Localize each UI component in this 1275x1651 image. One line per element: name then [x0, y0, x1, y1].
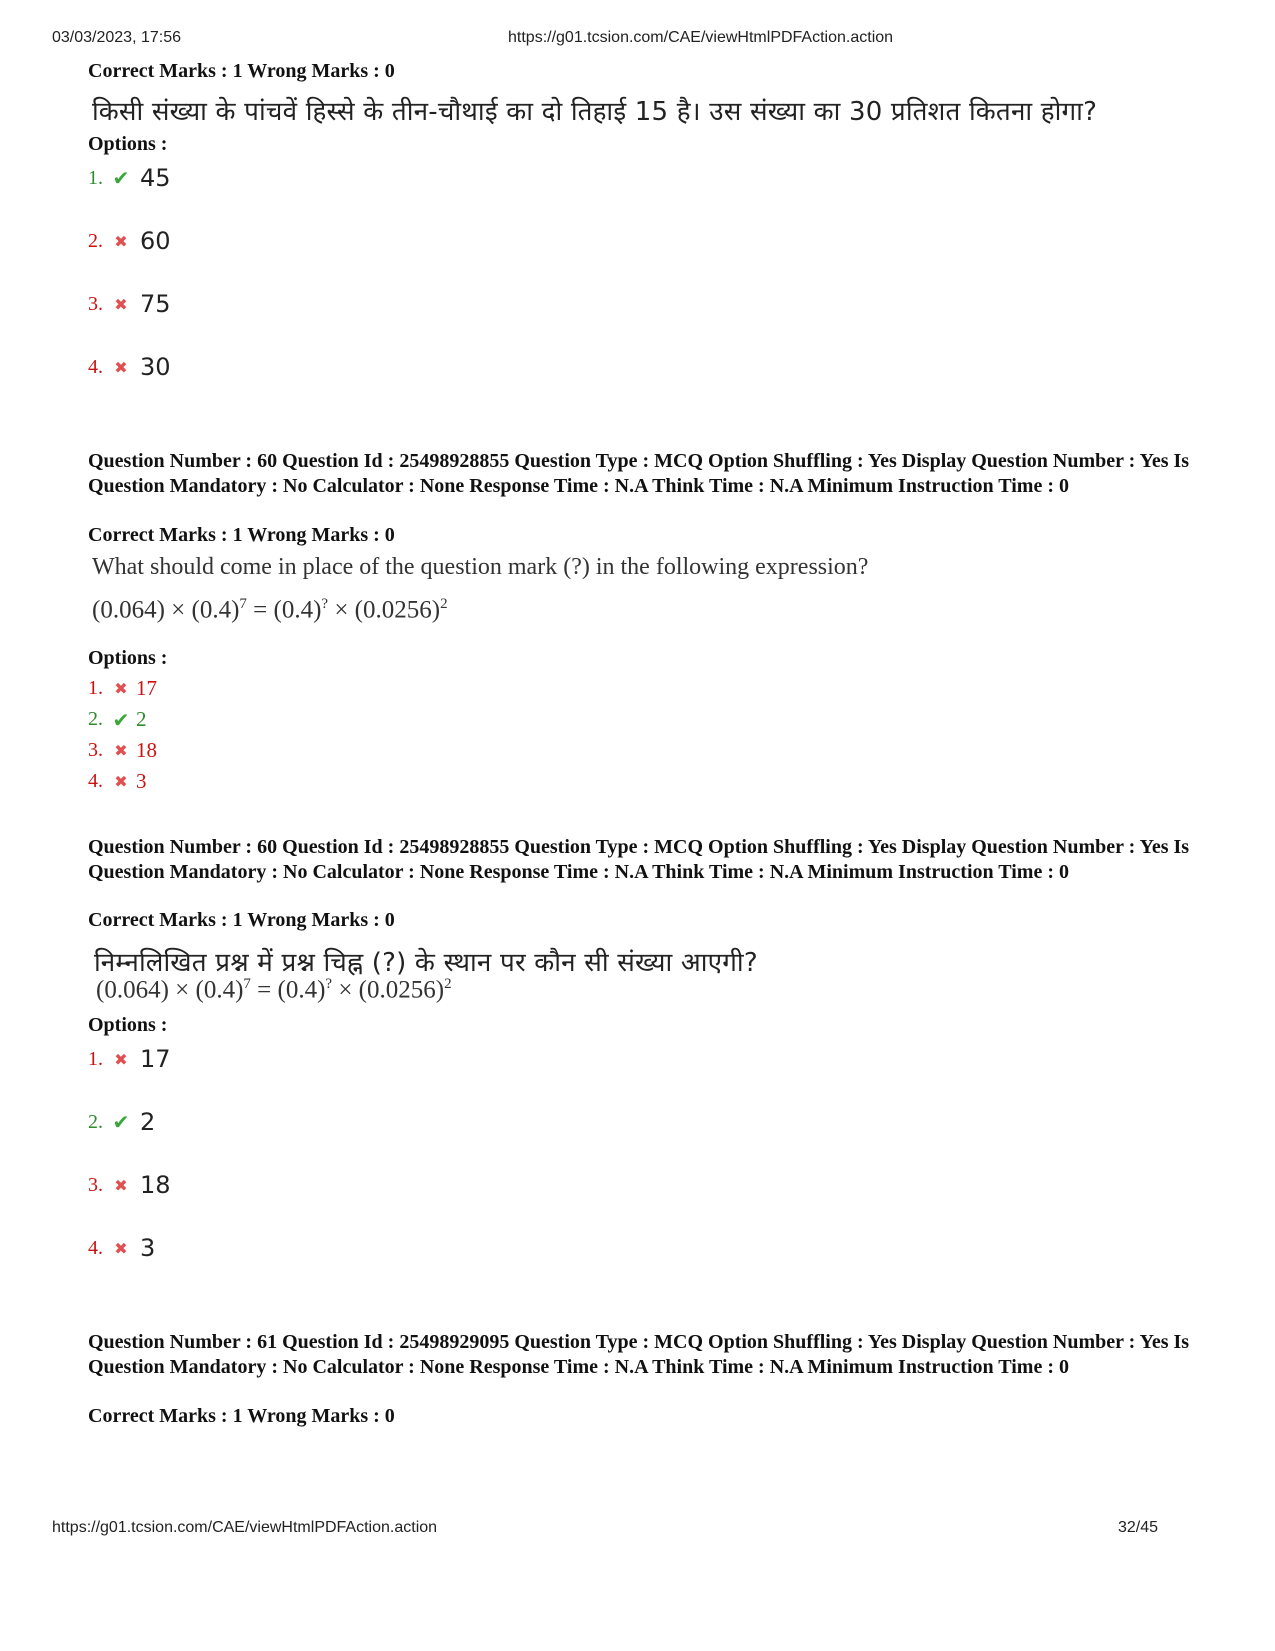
options-label: Options : [88, 1014, 168, 1036]
check-icon: ✔ [112, 1110, 130, 1134]
option-number: 4. [88, 355, 103, 378]
option-3 [88, 1171, 171, 1199]
cross-icon: ✖ [114, 231, 128, 251]
cross-icon: ✖ [114, 1049, 128, 1069]
option-number: 3. [88, 1173, 103, 1196]
option-value: 17 [140, 1045, 171, 1073]
footer-url: https://g01.tcsion.com/CAE/viewHtmlPDFAction.action [52, 1519, 438, 1536]
header-url: https://g01.tcsion.com/CAE/viewHtmlPDFAction.action [508, 29, 894, 46]
question-expression: $(0.064) \times (0.4)^7 = (0.4)^? \times (0.0256)^2$ [92, 596, 448, 624]
question-expression: $(0.064) \times (0.4)^7 = (0.4)^? \times (0.0256)^2$ [96, 976, 452, 1004]
option-4 [88, 1234, 155, 1262]
option-3 [88, 290, 171, 318]
option-number: 3. [88, 292, 103, 315]
question-text-hindi: निम्नलिखित प्रश्न में प्रश्न चिह्न (?) के स्थान पर कौन सी संख्या आएगी? [94, 948, 758, 978]
option-1 [88, 1045, 171, 1073]
cross-icon: ✖ [114, 679, 128, 698]
question-text: What should come in place of the question mark (?) in the following expression? [92, 554, 869, 580]
option-3 [88, 738, 157, 763]
option-value: 30 [140, 353, 171, 381]
option-2 [88, 1108, 155, 1136]
option-value: 45 [140, 164, 171, 192]
cross-icon: ✖ [114, 741, 128, 760]
option-2 [88, 227, 171, 255]
marks-line: Correct Marks : 1 Wrong Marks : 0 [88, 524, 395, 546]
option-value: 18 [140, 1171, 171, 1199]
option-2 [88, 707, 147, 732]
option-number: 4. [88, 1236, 103, 1259]
print-timestamp: 03/03/2023, 17:56 [52, 29, 182, 46]
option-value: 17 [136, 676, 157, 700]
check-icon: ✔ [112, 707, 130, 732]
option-value: 60 [140, 227, 171, 255]
option-number: 2. [88, 229, 103, 252]
option-1 [88, 164, 171, 192]
question-meta: Question Number : 61 Question Id : 25498929095 Question Type : MCQ Option Shuffling : Yes Display Question Number : Yes Is Question Mandatory : No Calculator : None Response Time : N.A Think Time : N.A Minimum Instruction Time : 0 [88, 1331, 1190, 1378]
cross-icon: ✖ [114, 1238, 128, 1258]
cross-icon: ✖ [114, 294, 128, 314]
cross-icon: ✖ [114, 357, 128, 377]
question-meta: Question Number : 60 Question Id : 25498928855 Question Type : MCQ Option Shuffling : Yes Display Question Number : Yes Is Question Mandatory : No Calculator : None Response Time : N.A Think Time : N.A Minimum Instruction Time : 0 [88, 450, 1190, 497]
question-meta: Question Number : 60 Question Id : 25498928855 Question Type : MCQ Option Shuffling : Yes Display Question Number : Yes Is Question Mandatory : No Calculator : None Response Time : N.A Think Time : N.A Minimum Instruction Time : 0 [88, 836, 1190, 883]
option-4 [88, 353, 171, 381]
page-number: 32/45 [1118, 1519, 1159, 1536]
options-label: Options : [88, 647, 168, 669]
marks-line: Correct Marks : 1 Wrong Marks : 0 [88, 1405, 395, 1427]
option-value: 3 [140, 1234, 156, 1262]
option-number: 1. [88, 166, 103, 189]
option-value: 2 [140, 1108, 156, 1136]
check-icon: ✔ [112, 166, 130, 190]
option-value: 75 [140, 290, 171, 318]
option-4 [88, 769, 147, 794]
marks-line: Correct Marks : 1 Wrong Marks : 0 [88, 60, 395, 82]
option-number: 3. [88, 739, 103, 761]
option-number: 1. [88, 1047, 103, 1070]
option-number: 2. [88, 1110, 103, 1133]
cross-icon: ✖ [114, 1175, 128, 1195]
option-value: 2 [136, 707, 147, 731]
options-label: Options : [88, 133, 168, 155]
question-text-hindi: किसी संख्या के पांचवें हिस्से के तीन-चौथाई का दो तिहाई 15 है। उस संख्या का 30 प्रतिशत कितना होगा? [92, 97, 1098, 127]
cross-icon: ✖ [114, 772, 128, 791]
marks-line: Correct Marks : 1 Wrong Marks : 0 [88, 909, 395, 931]
option-number: 2. [88, 708, 103, 730]
option-number: 1. [88, 677, 103, 699]
option-number: 4. [88, 770, 103, 792]
option-value: 3 [136, 769, 147, 793]
option-value: 18 [136, 738, 157, 762]
option-1 [88, 676, 157, 701]
